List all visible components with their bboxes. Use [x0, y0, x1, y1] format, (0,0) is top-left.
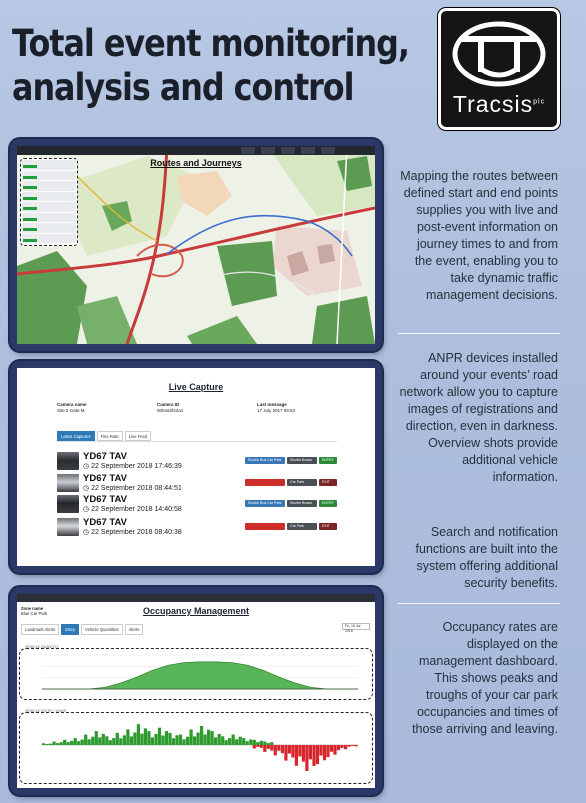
capture-action-button[interactable]: Car Park: [287, 479, 317, 486]
capture-timestamp: ◷ 22 September 2018 17:46:39: [83, 463, 182, 470]
entry-bar: [260, 741, 263, 745]
exit-bar: [326, 745, 329, 757]
entry-bar: [81, 740, 84, 746]
entry-bar: [197, 733, 200, 746]
exit-bar: [298, 745, 301, 756]
route-list-item[interactable]: [22, 202, 76, 212]
exit-bar: [274, 745, 277, 755]
routes-title: Routes and Journeys: [150, 158, 242, 168]
capture-actions: [245, 523, 337, 530]
exit-bar: [284, 745, 287, 761]
entry-bar: [74, 738, 77, 745]
app-topbar: [17, 594, 375, 602]
entry-bar: [70, 741, 73, 745]
tab-latest-captures[interactable]: Latest Captures: [57, 431, 95, 441]
date-picker[interactable]: Fri, 15 Jul 2016: [342, 623, 370, 630]
exit-bar: [348, 745, 351, 747]
capture-row[interactable]: [57, 474, 337, 496]
routes-panel: [10, 139, 382, 351]
entry-bar: [144, 728, 147, 745]
occupancy-tabs: [21, 624, 143, 635]
capture-action-button[interactable]: EXIT: [319, 523, 337, 530]
live-capture-title: Live Capture: [168, 382, 224, 392]
entry-bar: [168, 733, 171, 745]
entry-bar: [239, 737, 242, 745]
entry-bar: [109, 740, 112, 745]
capture-row[interactable]: [57, 518, 337, 540]
exit-bar: [323, 745, 326, 760]
entry-bar: [119, 738, 122, 745]
entry-bar: [225, 740, 228, 745]
logo-wordmark: Tracsis$^{plc}$: [452, 91, 546, 117]
vehicle-photo[interactable]: [57, 452, 79, 470]
exit-bar: [319, 745, 322, 756]
capture-tabs: [57, 431, 151, 441]
last-message: Last message 17 July 2017 09:53: [257, 402, 296, 413]
entry-bar: [42, 743, 45, 745]
search-description: Search and notification functions are built into the system offering additional security benefits.: [415, 525, 558, 590]
entry-bar: [126, 729, 129, 745]
entry-bar: [140, 734, 143, 745]
capture-action-button[interactable]: [245, 479, 285, 486]
plate-number: YD67 TAV: [83, 451, 127, 462]
entry-bar: [204, 735, 207, 746]
entry-bar: [154, 734, 157, 745]
capture-actions: [245, 479, 337, 486]
exit-bar: [351, 745, 354, 746]
entry-bar: [235, 739, 238, 745]
vehicle-photo[interactable]: [57, 495, 79, 513]
entry-bar: [77, 741, 80, 745]
entry-bar: [56, 743, 59, 745]
exit-bar: [267, 745, 270, 749]
nav-tab[interactable]: [301, 147, 315, 154]
route-list-item[interactable]: [22, 160, 76, 170]
exit-bar: [263, 745, 266, 752]
entry-bar: [112, 738, 115, 745]
nav-tab[interactable]: [261, 147, 275, 154]
entry-bar: [179, 735, 182, 745]
zone-info: Zone name Blue Car Park: [21, 606, 48, 616]
capture-action-button[interactable]: Shuttle Buses: [287, 500, 317, 507]
plate-number: YD67 TAV: [83, 494, 127, 505]
entry-bar: [84, 735, 87, 745]
entry-bar: [267, 743, 270, 745]
entry-bar: [116, 733, 119, 745]
nav-tab[interactable]: [241, 147, 255, 154]
exit-bar: [316, 745, 319, 764]
exit-bar: [312, 745, 315, 766]
occupancy-chart-frame: [19, 648, 373, 700]
entry-bar: [214, 737, 217, 745]
entry-bar: [246, 741, 249, 745]
entry-bar: [53, 742, 56, 746]
entry-bar: [270, 742, 273, 745]
capture-action-button[interactable]: Car Park: [287, 523, 317, 530]
entry-bar: [95, 731, 98, 745]
entry-bar: [91, 737, 94, 745]
plate-number: YD67 TAV: [83, 517, 127, 528]
route-list-item[interactable]: [22, 213, 76, 223]
entry-bar: [207, 730, 210, 745]
exit-bar: [288, 745, 291, 754]
exit-bar: [355, 745, 358, 746]
exit-bar: [305, 745, 308, 771]
entry-bar: [67, 742, 70, 745]
exit-bar: [337, 745, 340, 750]
vehicle-photo[interactable]: [57, 474, 79, 492]
exit-bar: [309, 745, 312, 759]
capture-action-button[interactable]: Shuttle Bus Car Park: [245, 457, 285, 464]
divider: [398, 603, 560, 604]
entry-bar: [98, 737, 101, 745]
exit-bar: [295, 745, 298, 766]
occupancy-description: Occupancy rates are displayed on the management dashboard. This shows peaks and troughs of your car park occupancies and times of those arriving and leaving.: [412, 620, 558, 736]
clock-icon: ◷: [83, 529, 92, 536]
entry-bar: [130, 736, 133, 745]
clock-icon: ◷: [83, 506, 92, 513]
vehicle-photo[interactable]: [57, 518, 79, 536]
chart-1-label: VEHICLE QUANTITY: [25, 645, 59, 649]
exit-bar: [281, 745, 284, 753]
capture-action-button[interactable]: ENTRY: [319, 500, 337, 507]
occupancy-title: Occupancy Management: [142, 606, 250, 616]
entry-bar: [253, 740, 256, 745]
exit-bar: [344, 745, 347, 749]
entry-bar: [151, 737, 154, 745]
capture-action-button[interactable]: ENTRY: [319, 457, 337, 464]
exit-bar: [253, 745, 256, 749]
entry-bar: [161, 736, 164, 746]
exit-bar: [291, 745, 294, 758]
camera-name: Camera name Site 5 Gate M: [57, 402, 87, 413]
routes-description: Mapping the routes between defined start and end points supplies you with live and post-event information on journey times to and from the event, enabling you to take dynamic traffic management decisions.: [400, 169, 558, 302]
nav-tab[interactable]: [321, 147, 335, 154]
capture-action-button[interactable]: EXIT: [319, 479, 337, 486]
entry-bar: [165, 731, 168, 745]
capture-action-button[interactable]: Shuttle Bus Car Park: [245, 500, 285, 507]
entry-bar: [60, 742, 63, 745]
anpr-description: ANPR devices installed around your events’ road network allow you to capture images of registrations and direction, even in darkness. Overview shots provide additional vehicle information.: [399, 351, 558, 484]
capture-timestamp: ◷ 22 September 2018 08:44:51: [83, 485, 182, 492]
entry-bar: [88, 739, 91, 745]
app-topbar: [17, 146, 375, 155]
entry-exit-chart-frame: [19, 712, 373, 784]
entry-bar: [249, 740, 252, 746]
tab-live-feed[interactable]: Live Feed: [125, 431, 151, 441]
capture-row[interactable]: [57, 452, 337, 474]
entry-bar: [242, 738, 245, 745]
entry-bar: [46, 744, 49, 745]
occupancy-panel: [10, 587, 382, 795]
route-list: [20, 158, 78, 246]
exit-bar: [333, 745, 336, 755]
capture-timestamp: ◷ 22 September 2018 08:40:38: [83, 529, 182, 536]
capture-row[interactable]: [57, 495, 337, 517]
entry-bar: [172, 738, 175, 745]
tab-landmark-alerts[interactable]: Landmark Alerts: [21, 624, 59, 635]
route-list-item[interactable]: [22, 234, 76, 244]
entry-bar: [137, 724, 140, 745]
exit-bar: [277, 745, 280, 751]
occupancy-area-chart: [24, 649, 368, 699]
capture-actions: [245, 500, 337, 507]
entry-bar: [105, 736, 108, 745]
tab-entry[interactable]: Entry: [61, 624, 79, 635]
entry-bar: [190, 729, 193, 745]
entry-bar: [49, 744, 52, 745]
exit-bar: [256, 745, 259, 747]
capture-timestamp: ◷ 22 September 2018 14:40:58: [83, 506, 182, 513]
nav-tab[interactable]: [281, 147, 295, 154]
entry-bar: [256, 742, 259, 745]
tt-monogram-icon: [451, 21, 547, 87]
entry-bar: [63, 740, 66, 745]
entry-bar: [133, 733, 136, 746]
entry-bar: [102, 734, 105, 745]
route-list-item[interactable]: [22, 171, 76, 181]
occupancy-area: [42, 662, 358, 689]
route-list-item[interactable]: [22, 223, 76, 233]
divider: [57, 441, 337, 442]
entry-bar: [123, 735, 126, 745]
exit-bar: [340, 745, 343, 748]
exit-bar: [270, 745, 273, 751]
entry-bar: [221, 736, 224, 745]
tab-vehicle-quantities[interactable]: Vehicle Quantities: [81, 624, 123, 635]
entry-exit-bar-chart: [24, 713, 368, 783]
live-capture-panel: [10, 361, 382, 573]
entry-bar: [211, 731, 214, 745]
exit-bar: [330, 745, 333, 752]
entry-bar: [193, 736, 196, 745]
entry-bar: [228, 738, 231, 745]
entry-bar: [232, 735, 235, 745]
entry-bar: [175, 735, 178, 745]
capture-actions: [245, 457, 337, 464]
entry-bar: [182, 739, 185, 745]
tab-fine-rate[interactable]: Fine Rate: [97, 431, 123, 441]
headline: [12, 22, 409, 110]
route-list-item[interactable]: [22, 192, 76, 202]
tab-alerts[interactable]: Alerts: [125, 624, 144, 635]
entry-bar: [186, 737, 189, 745]
entry-bar: [200, 726, 203, 745]
route-list-item[interactable]: [22, 181, 76, 191]
exit-bar: [260, 745, 263, 748]
entry-bar: [147, 731, 150, 745]
headline-line-2: analysis and control: [12, 66, 354, 109]
divider: [398, 333, 560, 334]
camera-id: Camera ID 0004a3f42a1: [157, 402, 184, 413]
chart-2-label: VEHICLE ENTRY / LEAVE: [25, 709, 67, 713]
tracsis-logo: [438, 8, 560, 130]
clock-icon: ◷: [83, 485, 92, 492]
plate-number: YD67 TAV: [83, 473, 127, 484]
entry-bar: [263, 742, 266, 746]
exit-bar: [302, 745, 305, 762]
clock-icon: ◷: [83, 463, 92, 470]
entry-bar: [218, 734, 221, 745]
entry-bar: [158, 728, 161, 745]
headline-line-1: Total event monitoring,: [12, 22, 409, 65]
capture-action-button[interactable]: Shuttle Buses: [287, 457, 317, 464]
capture-action-button[interactable]: [245, 523, 285, 530]
